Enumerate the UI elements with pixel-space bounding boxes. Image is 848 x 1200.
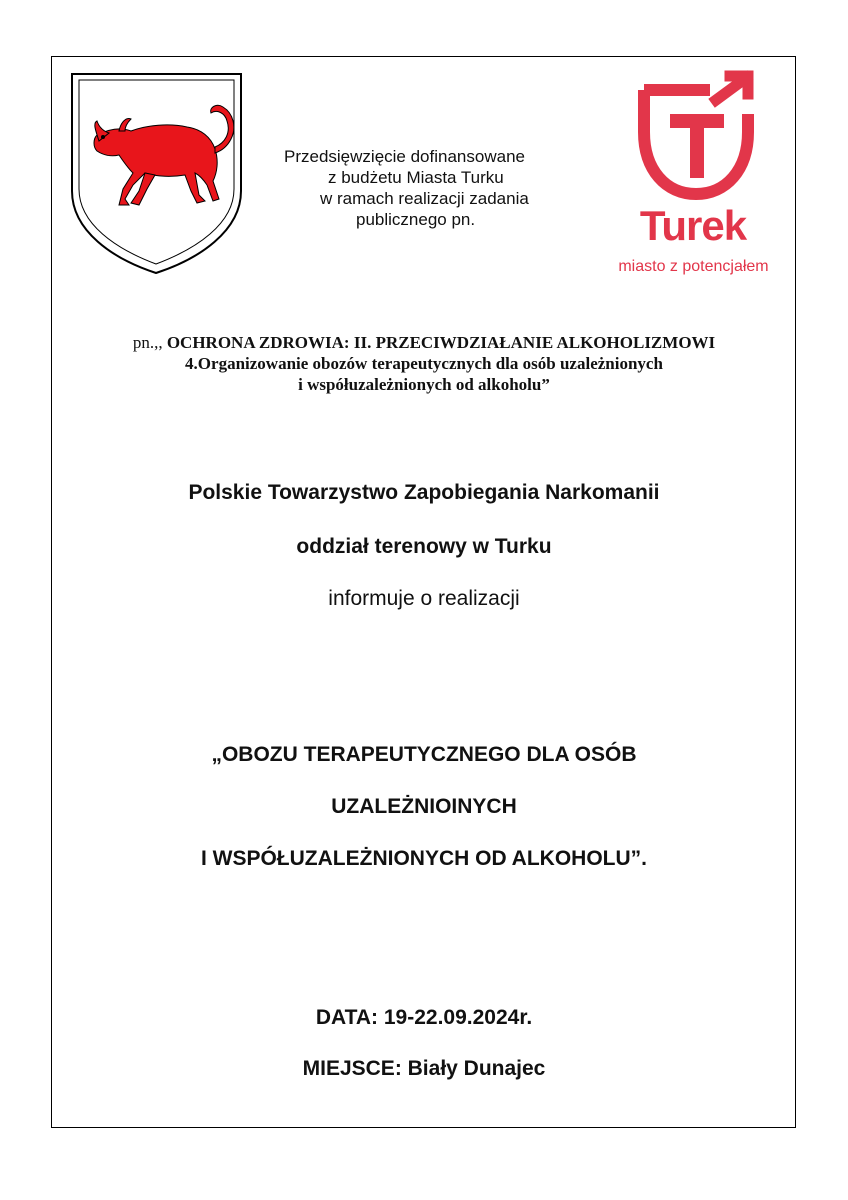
- coat-of-arms-bull: [69, 71, 244, 276]
- event-title-line-3: I WSPÓŁUZALEŻNIONYCH OD ALKOHOLU”.: [200, 847, 648, 870]
- organization-branch: oddział terenowy w Turku: [296, 535, 552, 558]
- funding-line: z budżetu Miasta Turku: [328, 168, 504, 187]
- turek-logo-tagline: miasto z potencjałem: [618, 258, 769, 275]
- task-line-2: 4.Organizowanie obozów terapeutycznych dla osób uzależnionych: [185, 354, 663, 373]
- task-prefix: pn.,,: [132, 333, 163, 352]
- task-description: [60, 332, 788, 395]
- organization-name: Polskie Towarzystwo Zapobiegania Narkomanii: [188, 481, 660, 504]
- announcement-text: informuje o realizacji: [328, 587, 520, 610]
- funding-statement: [270, 146, 570, 230]
- funding-line: w ramach realizacji zadania: [320, 189, 529, 208]
- funding-line: Przedsięwzięcie dofinansowane: [284, 147, 525, 166]
- event-date: DATA: 19-22.09.2024r.: [315, 1006, 533, 1029]
- event-title-line-1: „OBOZU TERAPEUTYCZNEGO DLA OSÓB: [211, 743, 637, 766]
- turek-logo-name: Turek: [639, 202, 747, 249]
- event-title-line-2: UZALEŻNIOINYCH: [331, 795, 517, 818]
- funding-line: publicznego pn.: [356, 210, 476, 229]
- event-place: MIEJSCE: Biały Dunajec: [302, 1057, 546, 1080]
- task-line-1: OCHRONA ZDROWIA: II. PRZECIWDZIAŁANIE ALKOHOLIZMOWI: [166, 333, 716, 352]
- task-line-3: i współuzależnionych od alkoholu”: [298, 375, 550, 394]
